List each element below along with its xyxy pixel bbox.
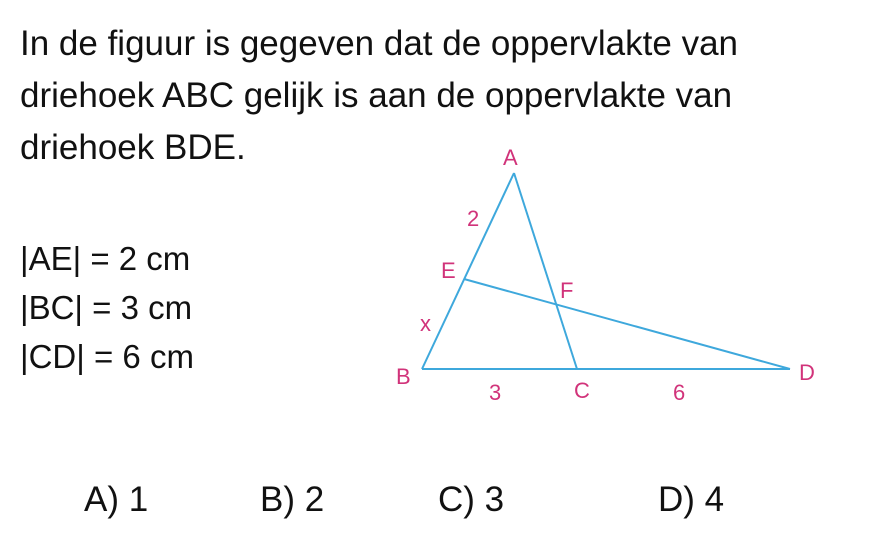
label-segment-ae: 2 — [467, 206, 480, 231]
figure-labels — [396, 145, 815, 405]
label-point-a: A — [503, 145, 518, 170]
given-cd: |CD| = 6 cm — [20, 338, 194, 375]
label-point-c: C — [574, 378, 590, 403]
segment-ac — [514, 173, 577, 369]
label-segment-cd: 6 — [673, 380, 686, 405]
segment-ab — [422, 173, 514, 369]
label-point-f: F — [560, 278, 574, 303]
given-ae: |AE| = 2 cm — [20, 240, 191, 277]
label-segment-eb: x — [420, 311, 431, 336]
label-segment-bc: 3 — [489, 380, 502, 405]
answer-option-c[interactable]: C) 3 — [438, 480, 505, 519]
answer-option-a[interactable]: A) 1 — [84, 480, 149, 519]
answer-option-d[interactable]: D) 4 — [658, 480, 725, 519]
question-text: In de figuur is gegeven dat de oppervlakte van driehoek ABC gelijk is aan de oppervlakte van driehoek BDE. — [20, 24, 738, 167]
given-bc: |BC| = 3 cm — [20, 289, 193, 326]
label-point-b: B — [396, 364, 411, 389]
answer-option-b[interactable]: B) 2 — [260, 480, 325, 519]
label-point-e: E — [441, 258, 456, 283]
label-point-d: D — [799, 360, 815, 385]
figure-lines — [422, 173, 790, 369]
segment-ed — [464, 279, 790, 369]
